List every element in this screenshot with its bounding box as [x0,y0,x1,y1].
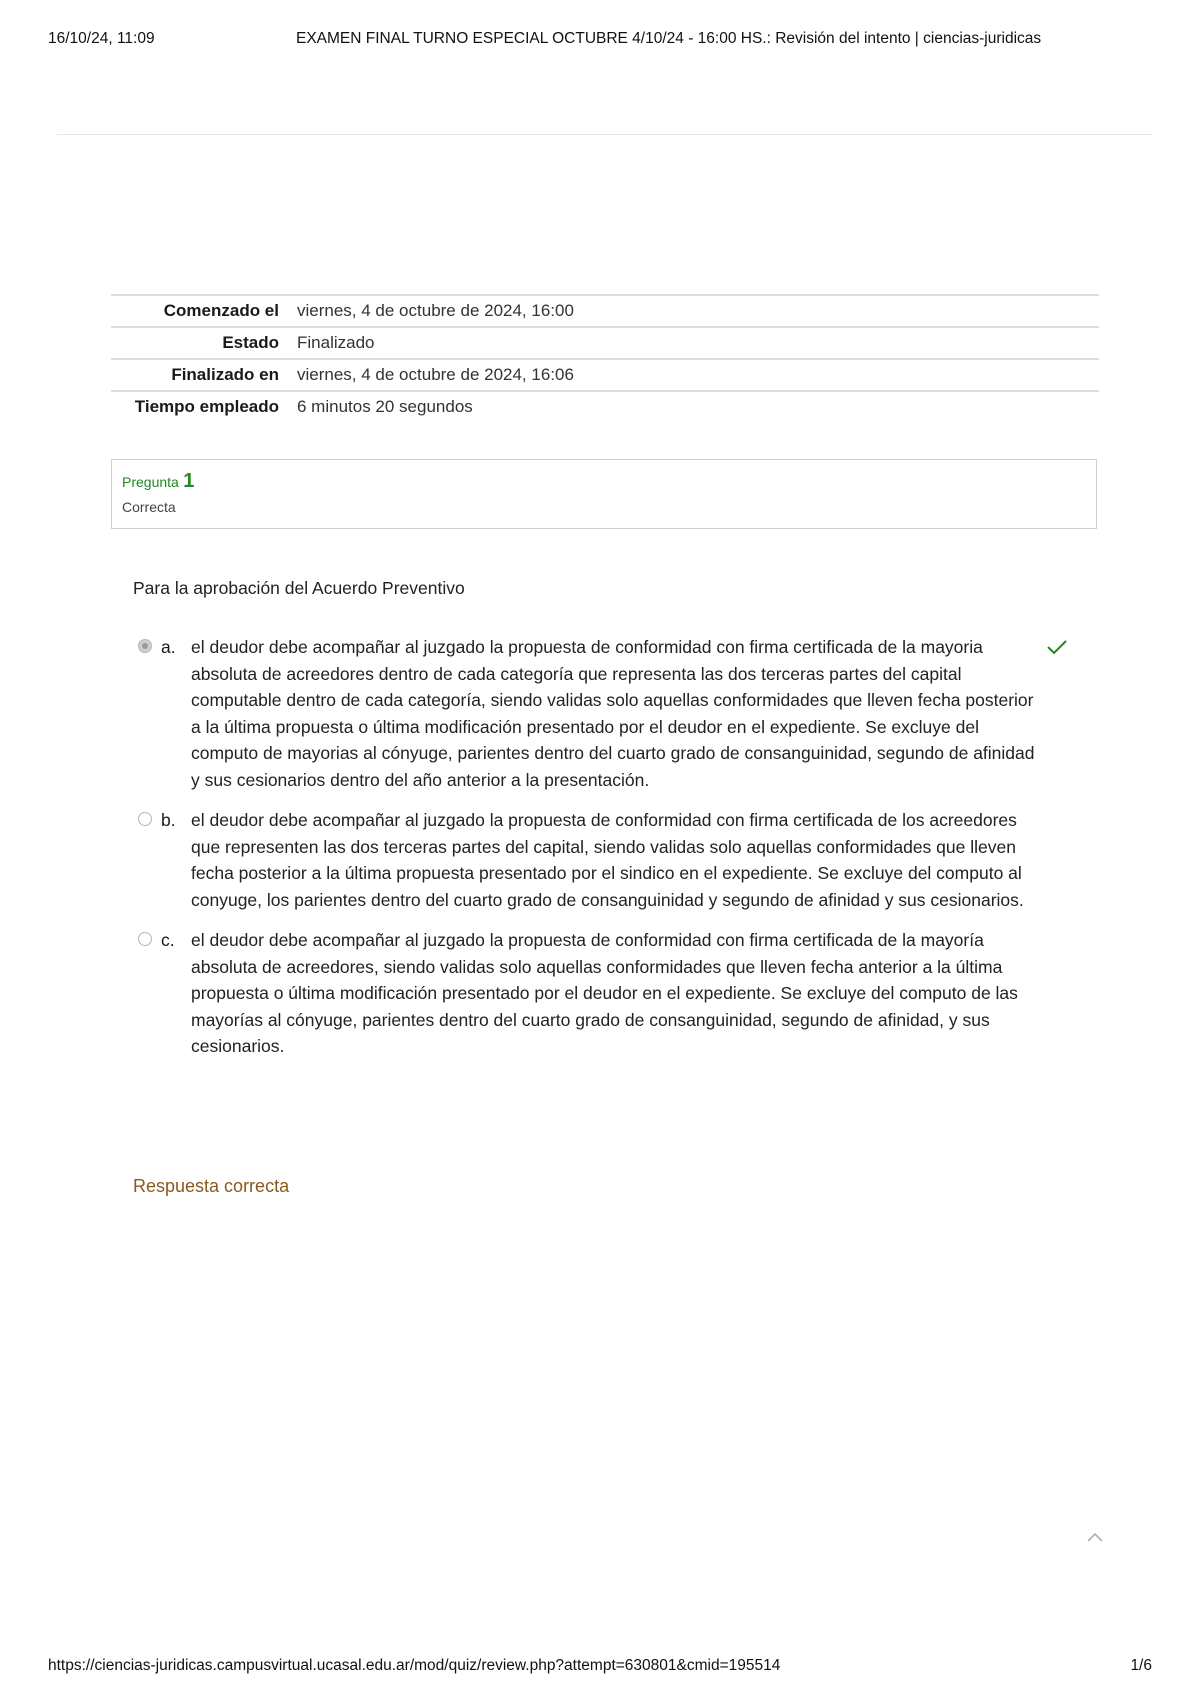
summary-label: Estado [222,333,279,352]
question-text: Para la aprobación del Acuerdo Preventivo [133,578,465,598]
answer-radio-c[interactable] [138,932,152,946]
summary-value: 6 minutos 20 segundos [297,397,473,416]
summary-value: Finalizado [297,333,375,352]
summary-row-state [111,328,1099,360]
question-heading: Pregunta [122,474,179,490]
summary-row-started [111,296,1099,328]
print-header [48,30,1152,52]
question-state: Correcta [122,499,176,515]
summary-label: Finalizado en [171,365,279,384]
answer-option-b [138,807,1058,913]
question-number: 1 [183,470,195,492]
answer-list [138,634,1058,1074]
answer-letter: c. [161,930,175,950]
answer-feedback: Respuesta correcta [133,1176,290,1196]
answer-radio-b[interactable] [138,812,152,826]
answer-option-a [138,634,1058,793]
page-url: https://ciencias-juridicas.campusvirtual.ucasal.edu.ar/mod/quiz/review.php?attempt=630801&cmid=195514 [48,1657,781,1674]
answer-radio-a[interactable] [138,639,152,653]
summary-row-finished [111,360,1099,392]
print-footer [48,1657,1152,1679]
document-title: EXAMEN FINAL TURNO ESPECIAL OCTUBRE 4/10/24 - 16:00 HS.: Revisión del intento | ciencias-juridicas [296,30,1042,47]
question-info-box [111,459,1097,529]
attempt-summary-table [111,294,1099,422]
summary-value: viernes, 4 de octubre de 2024, 16:06 [297,365,574,384]
summary-label: Tiempo empleado [134,397,279,416]
answer-option-c [138,927,1058,1060]
page-number: 1/6 [1130,1657,1152,1674]
answer-letter: b. [161,810,176,830]
summary-label: Comenzado el [163,301,279,320]
answer-text: el deudor debe acompañar al juzgado la propuesta de conformidad con firma certificada de la mayoria absoluta de acreedores dentro de cada categoría que representa las dos terceras partes del capital computable dentro de cada categoría, siendo validas solo aquellas conformidades que lleven fecha posterior a la última propuesta o última modificación presentado por el deudor en el expediente. Se excluye del computo de mayorias al cónyuge, parientes dentro del cuarto grado de consanguinidad, segundo de afinidad y sus cesionarios dentro del año anterior a la presentación. [191,637,1035,790]
chevron-up-icon[interactable] [1086,1530,1104,1544]
summary-row-time-taken [111,392,1099,422]
check-icon [1046,638,1068,656]
summary-value: viernes, 4 de octubre de 2024, 16:00 [297,301,574,320]
answer-text: el deudor debe acompañar al juzgado la propuesta de conformidad con firma certificada de los acreedores que representen las dos terceras partes del capital, siendo validas solo aquellas conformidades que lleven fecha posterior a la última propuesta presentado por el sindico en el expediente. Se excluye del computo al conyuge, los parientes dentro del cuarto grado de consanguinidad y segundo de afinidad y sus cesionarios. [191,810,1024,910]
header-divider [57,134,1153,135]
answer-text: el deudor debe acompañar al juzgado la propuesta de conformidad con firma certificada de la mayoría absoluta de acreedores, siendo validas solo aquellas conformidades que lleven fecha anterior a la última propuesta o última modificación presentado por el deudor en el expediente. Se excluye del computo de las mayorías al cónyuge, parientes dentro del cuarto grado de consanguinidad, segundo de afinidad, y sus cesionarios. [191,930,1018,1056]
answer-letter: a. [161,637,176,657]
print-date: 16/10/24, 11:09 [48,30,155,47]
